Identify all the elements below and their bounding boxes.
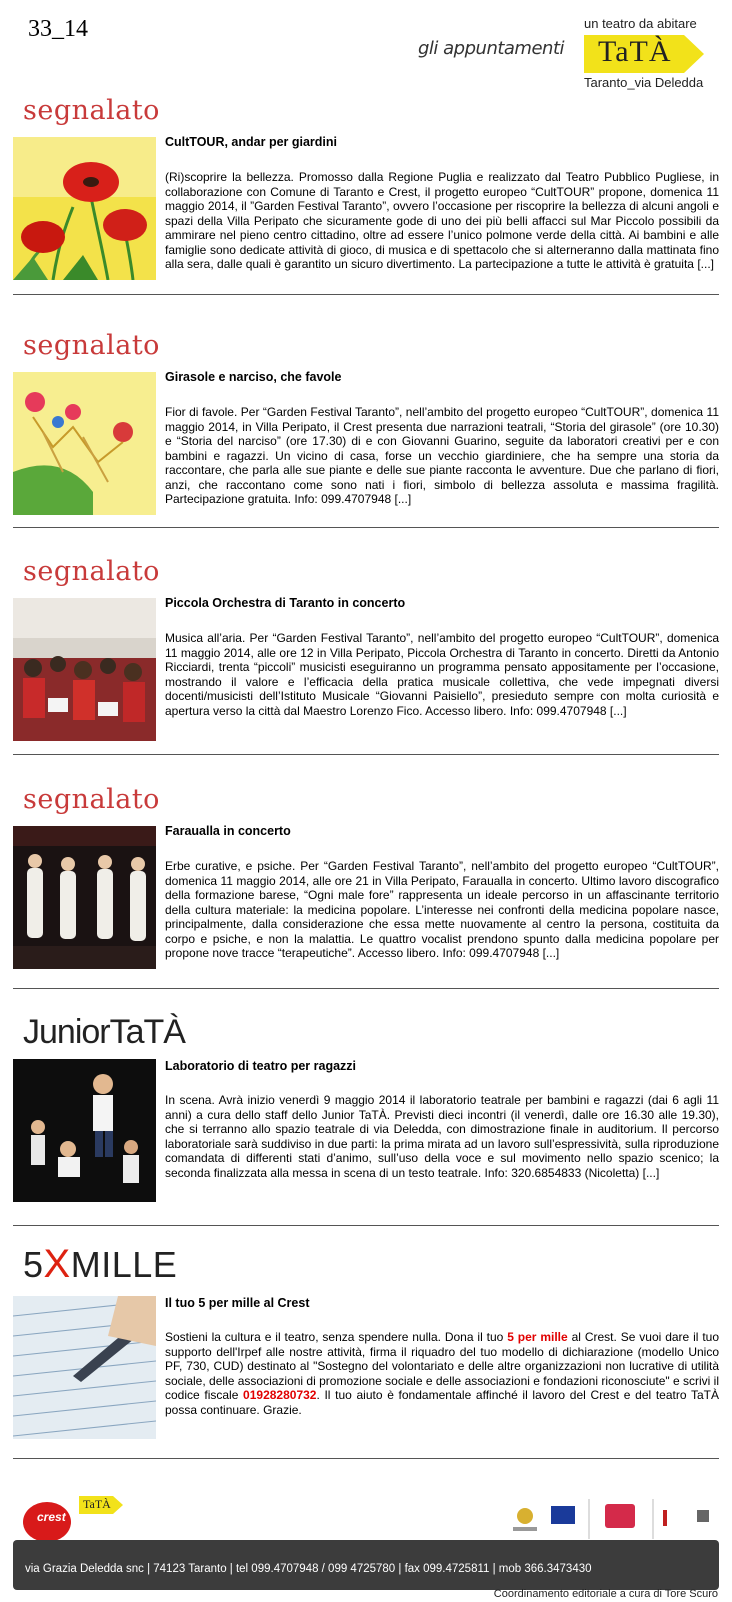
article-5-per-mille xyxy=(13,1242,720,1461)
article-body: (Ri)scoprire la bellezza. Promosso dalla Regione Puglia e realizzato dal Teatro Pubblico Pugliese, in collaborazione con Comune di Taranto e Crest, il progetto europeo “CultTOUR” propone, domenica 11 maggio 2014, il ”Garden Festival Taranto”, ovvero l’occasione per riscoprire la bellezza di alcuni angoli e spazi della Villa Peripato che sicuramente gode di uno dei più belli affacci sul Mar Piccolo possibili da ammirare nel pieno centro cittadino, oltre ad essere l’unico polmone verde della città. Ai bambini e alle famiglie sono dedicate attività di gioco, di musica e di spettacolo che si alterneranno dalla mattinata fino alla sera, dalle quali è garantito un sicuro divertimento. La partecipazione a tutte le attività è gratuita [...] xyxy=(165,170,719,271)
segnalato-label: segnalato xyxy=(23,784,160,815)
issue-number: 33_14 xyxy=(28,16,88,42)
habitat-logo xyxy=(605,1504,635,1528)
red-flowers-image xyxy=(13,137,156,280)
body-text: Sostieni la cultura e il teatro, senza spendere nulla. Dona il tuo xyxy=(165,1330,508,1344)
partner-logos xyxy=(13,1494,719,1544)
divider xyxy=(13,754,719,755)
kids-theatre-image xyxy=(13,1059,156,1202)
footer-logos xyxy=(13,1494,719,1544)
segnalato-label: segnalato xyxy=(23,95,160,126)
regione-puglia-logo xyxy=(513,1508,537,1531)
divider xyxy=(13,294,719,295)
logo-badge xyxy=(584,35,714,73)
teatro-pubblico-pugliese-logo xyxy=(663,1510,709,1526)
crest-logo-text: crest xyxy=(37,1510,66,1524)
appointments-label: gli appuntamenti xyxy=(418,38,565,59)
eu-flag-icon xyxy=(551,1506,575,1524)
logo-location: Taranto_via Deledda xyxy=(584,75,704,90)
orchestra-image xyxy=(13,598,156,741)
article-title: Piccola Orchestra di Taranto in concerto xyxy=(165,596,406,610)
footer-bar xyxy=(13,1540,719,1590)
5-per-mille-label-mille: MILLE xyxy=(70,1244,178,1285)
article-title: CultTOUR, andar per giardini xyxy=(165,135,338,149)
5-per-mille-label-x: X xyxy=(43,1242,71,1286)
segnalato-label: segnalato xyxy=(23,556,160,587)
article-body: In scena. Avrà inizio venerdì 9 maggio 2014 il laboratorio teatrale per bambini e ragazzi (dai 6 agli 11 anni) a cura dello staff dello Junior TaTÀ. Previsti dieci incontri (il venerdì, dalle ore 16.30 alle 19.30), che si terranno allo spazio teatrale di via Deledda, con dimostrazione finale in auditorium. Il percorso laboratoriale sarà suddiviso in due parti: la prima mirata ad un lavoro sull’espressività, sulla riproduzione comandata di differenti stati d’animo, sull’uso della voce e sul movimento nello spazio scenico; la seconda finalizzata alla messa in scena di un testo teatrale. Info: 320.6854833 (Nicoletta) [...] xyxy=(165,1093,719,1180)
body-text: . Il tuo aiuto è fondamentale affinché il lavoro del Crest e del teatro TaTÀ possa continuare. Grazie. xyxy=(165,1388,719,1417)
article-title: Laboratorio di teatro per ragazzi xyxy=(165,1059,357,1073)
article-girasole xyxy=(13,330,719,530)
article-body: Musica all’aria. Per “Garden Festival Taranto”, nell’ambito del progetto europeo “CultTOUR”, domenica 11 maggio 2014, alle ore 12 in Villa Peripato, Piccola Orchestra di Taranto in concerto. Diretti da Antonio Ricciardi, trenta “piccoli” musicisti eseguiranno un programma pensato appositamente per l’occasione, mostrando il valore e l’efficacia della pratica musicale collettiva, che vede impegnati diversi docenti/musicisti dell’Istituto Musicale “Giovanni Paisiello”, presieduto sempre con molta curiosità e apertura verso la città dal Maestro Lorenzo Fico. Accesso libero. Info: 099.4707948 [...] xyxy=(165,631,719,718)
logo-text: TaTÀ xyxy=(598,35,672,68)
article-orchestra xyxy=(13,556,719,756)
5-per-mille-label xyxy=(23,1242,177,1287)
article-faraualla xyxy=(13,784,719,994)
5-per-mille-label-five: 5 xyxy=(23,1244,44,1285)
divider xyxy=(13,1458,719,1459)
segnalato-label: segnalato xyxy=(23,330,160,361)
article-body: Fior di favole. Per “Garden Festival Taranto”, nell’ambito del progetto europeo “CultTOUR”, domenica 11 maggio 2014, in Villa Peripato, il Crest presenta due narrazioni teatrali, “Storia del girasole” (ore 10.30) e “Storia del narciso” (ore 17.30) di e con Giovanni Guarino, seguite da laboratori creativi per e con bambini e ragazzi. Un vicino di casa, forse un vecchio giardiniere, che ha sempre una storia da raccontare, che parla alle sue piante e delle sue piante racconta le avventure. Due che parlano di fiori, anzi, che raccontano come sono nati i fiori, simbolo di bellezza assoluta e massima fragilità. Partecipazione gratuita. Info: 099.4707948 [...] xyxy=(165,405,719,506)
fiscal-code: 01928280732 xyxy=(243,1388,317,1402)
article-body: Erbe curative, e psiche. Per “Garden Festival Taranto”, nell’ambito del progetto europeo “CultTOUR”, domenica 11 maggio 2014, alle ore 21 in Villa Peripato, Faraualla in concerto. Ultimo lavoro discografico della formazione barese, “Ogni male fore” rappresenta un ideale percorso in un affascinante territorio della cultura materiale: la medicina popolare. L’interesse nei confronti della medicina popolare nasce, principalmente, dalla considerazione che essa mette nuovamente al centro la persona, costituita da corpo e psiche, e non la malattia. Le quattro vocalist prendono spunto dalla medicina popolare per propone nove tracce “terapeutiche”. Accesso libero. Info: 099.4707948 [...] xyxy=(165,859,719,960)
divider xyxy=(13,1225,719,1226)
divider xyxy=(13,527,719,528)
junior-tata-label: JuniorTaTÀ xyxy=(23,1013,185,1051)
divider xyxy=(13,988,719,989)
vocal-quartet-image xyxy=(13,826,156,969)
article-title: Girasole e narciso, che favole xyxy=(165,370,342,384)
logo-tagline: un teatro da abitare xyxy=(584,16,697,31)
article-laboratorio xyxy=(13,1013,719,1233)
body-text: al Crest. Se vuoi dare il tuo supporto dell'Irpef alle nostre attività, firma il riquadro del tuo modello di dichiarazione (modello Unico PF, 730, CUD) destinato al "Sostegno del volontariato e delle altre organizzazioni non lucrative di utilità sociale, delle associazioni di promozione sociale e delle associazioni e fondazioni riconosciute" e scrivi il codice fiscale xyxy=(165,1330,720,1402)
article-body xyxy=(165,1330,719,1417)
highlight-5-per-mille: 5 per mille xyxy=(507,1330,568,1344)
editorial-credits: Coordinamento editoriale a cura di Tore Scuro xyxy=(493,1588,718,1600)
tata-logo[interactable] xyxy=(584,16,714,90)
contact-address: via Grazia Deledda snc | 74123 Taranto | tel 099.4707948 / 099 4725780 | fax 099.4725811 | mob 366.3473430 xyxy=(25,1563,592,1575)
article-cultour xyxy=(13,95,719,295)
article-title: Faraualla in concerto xyxy=(165,824,291,838)
children-drawing-image xyxy=(13,372,156,515)
article-title: Il tuo 5 per mille al Crest xyxy=(165,1296,310,1310)
tata-small-logo-text: TaTÀ xyxy=(83,1497,111,1511)
tax-form-image xyxy=(13,1296,156,1439)
